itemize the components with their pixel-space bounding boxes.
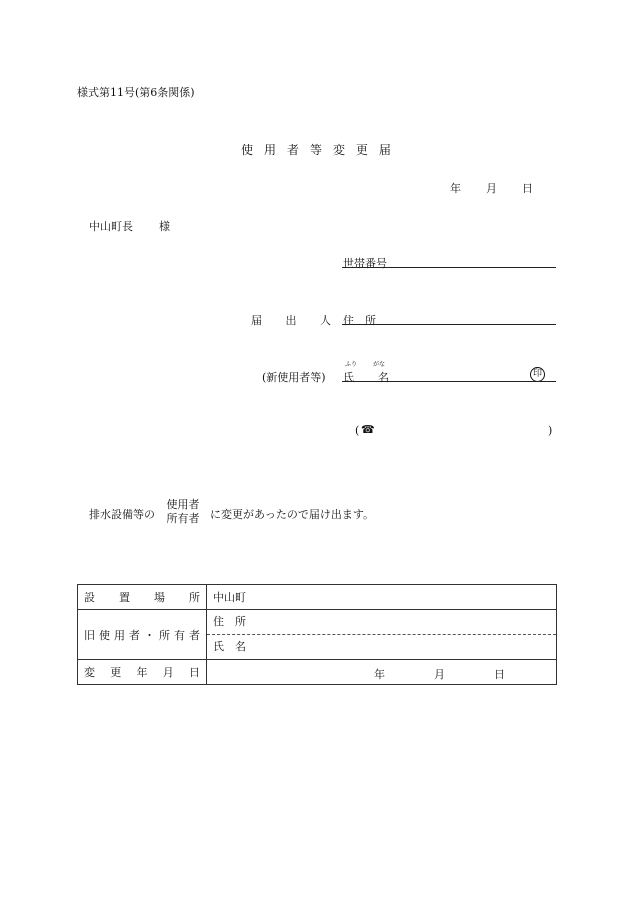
change-date-year-label: 年 [374, 668, 385, 681]
new-user-subtitle: (新使用者等) [262, 371, 326, 384]
notifier-label-char: 届 [251, 314, 262, 327]
label-char: 場 [154, 591, 165, 604]
label-char: 置 [119, 591, 130, 604]
table-row [78, 585, 557, 610]
label-char: ・ [144, 628, 155, 642]
furigana-label: ふり [345, 361, 358, 368]
location-value-cell[interactable] [207, 585, 557, 610]
previous-owner-label-cell [78, 610, 207, 660]
title-char: 更 [355, 143, 368, 157]
furigana-label: がな [373, 361, 386, 368]
form-number: 様式第11号(第6条関係) [77, 86, 195, 99]
household-number-field[interactable] [342, 267, 556, 268]
title-char: 者 [286, 143, 299, 157]
name-label-char: 名 [378, 371, 389, 384]
notifier-name-field[interactable] [342, 381, 556, 382]
form-title [241, 141, 391, 158]
title-char: 用 [263, 143, 276, 157]
option-owner: 所有者 [166, 512, 200, 525]
addressee-honorific: 様 [159, 220, 170, 233]
label-char: 日 [189, 666, 200, 679]
label-char: 年 [136, 666, 148, 679]
label-char: 設 [84, 591, 95, 604]
statement-suffix: に変更があったので届け出ます。 [210, 508, 375, 521]
label-char: 月 [162, 666, 174, 679]
change-date-label-cell [78, 660, 207, 685]
previous-name-label: 氏 名 [213, 640, 246, 653]
option-user: 使用者 [166, 498, 200, 511]
seal-icon: 印 [530, 367, 545, 382]
label-char: 旧 [84, 628, 95, 642]
label-char: 有 [174, 628, 185, 642]
label-char: 用 [114, 628, 125, 642]
title-char: 等 [309, 143, 322, 157]
notifier-address-label: 住 所 [343, 314, 376, 327]
date-month-label: 月 [486, 182, 497, 195]
previous-address-label: 住 所 [213, 615, 246, 628]
label-char: 更 [110, 666, 122, 679]
label-char: 所 [159, 628, 170, 642]
name-label-char: 氏 [343, 371, 354, 384]
label-char: 使 [99, 628, 110, 642]
label-char: 者 [189, 628, 200, 642]
table-row [78, 660, 557, 685]
title-char: 届 [378, 143, 391, 157]
statement-prefix: 排水設備等の [89, 508, 155, 521]
label-char: 変 [84, 666, 95, 679]
change-date-day-label: 日 [494, 668, 505, 681]
notifier-address-field[interactable] [342, 324, 556, 325]
title-char: 使 [241, 143, 254, 157]
previous-name-field[interactable] [213, 635, 550, 659]
location-label-cell [78, 585, 207, 610]
phone-icon: ☎ [361, 423, 375, 436]
change-date-value-cell[interactable] [207, 660, 557, 685]
phone-open-paren: ( [355, 424, 360, 437]
change-date-month-label: 月 [434, 668, 445, 681]
label-char: 所 [189, 591, 200, 604]
location-value: 中山町 [213, 591, 246, 604]
addressee-name: 中山町長 [89, 220, 133, 233]
date-day-label: 日 [522, 182, 533, 195]
label-char: 者 [129, 628, 140, 642]
change-table [77, 584, 557, 685]
table-row [78, 610, 557, 660]
date-year-label: 年 [450, 182, 461, 195]
previous-owner-value-cell [207, 610, 557, 660]
phone-close-paren: ) [548, 424, 553, 437]
owner-type-options [163, 498, 203, 526]
notifier-label-char: 人 [320, 314, 331, 327]
notifier-label-char: 出 [285, 314, 297, 327]
notifier-label [251, 312, 331, 328]
title-char: 変 [332, 143, 345, 157]
previous-address-field[interactable] [213, 610, 550, 634]
household-number-label: 世帯番号 [343, 257, 387, 270]
